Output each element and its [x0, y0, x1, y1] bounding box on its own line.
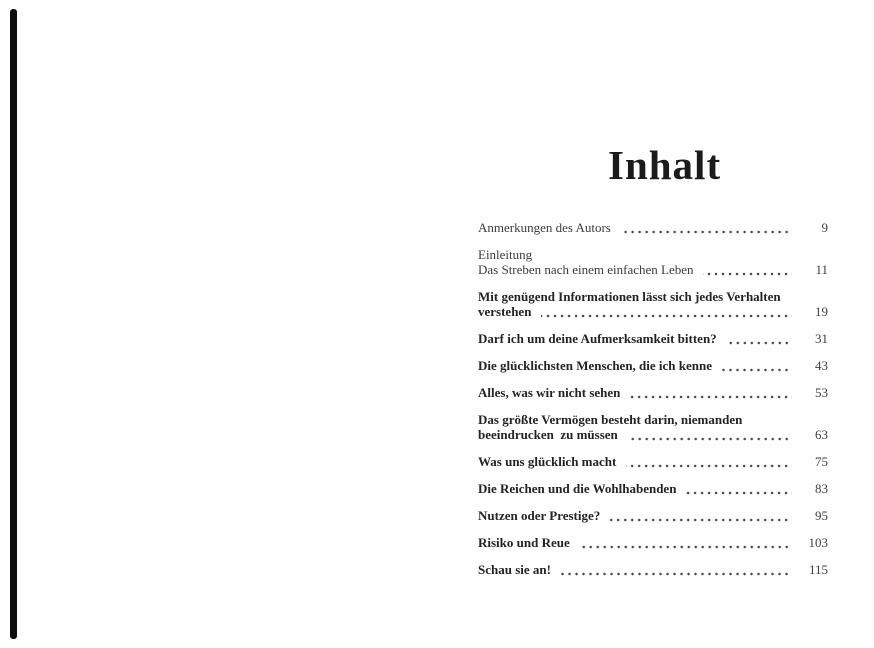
toc-entry: [478, 289, 828, 319]
toc-entry-title: Die Reichen und die Wohlhabenden: [478, 481, 677, 496]
book-spine-shadow: [10, 9, 17, 639]
page-number: 53: [815, 385, 828, 400]
toc-entry-continuation: verstehen: [478, 304, 532, 319]
toc-entry: [478, 481, 828, 496]
toc-entry-title: Was uns glücklich macht: [478, 454, 617, 469]
toc-entry-title: Schau sie an!: [478, 562, 551, 577]
dot-leader: [621, 220, 792, 235]
page-number: 31: [815, 331, 828, 346]
toc-entry: [478, 331, 828, 346]
dot-leader: [610, 508, 792, 523]
toc-entry-title: Anmerkungen des Autors: [478, 220, 611, 235]
toc-entry: [478, 508, 828, 523]
dot-leader: [722, 358, 792, 373]
table-of-contents: [478, 220, 828, 589]
page-number: 95: [815, 508, 828, 523]
page-number: 63: [815, 427, 828, 442]
toc-entry-continuation: beeindrucken zu müssen: [478, 427, 618, 442]
page-number: 115: [808, 562, 828, 577]
toc-entry-title: Die glücklichsten Menschen, die ich kenne: [478, 358, 713, 373]
page-number: 43: [815, 358, 828, 373]
dot-leader: [686, 481, 792, 496]
dot-leader: [580, 535, 792, 550]
dot-leader: [626, 454, 792, 469]
toc-entry-title: Mit genügend Informationen lässt sich jedes Verhalten: [478, 289, 781, 304]
toc-entry: [478, 454, 828, 469]
toc-entry-title: Einleitung: [478, 247, 533, 262]
toc-entry: [478, 562, 828, 577]
toc-entry-subtitle: Das Streben nach einem einfachen Leben: [478, 262, 694, 277]
toc-entry: [478, 358, 828, 373]
page-number: 75: [815, 454, 828, 469]
dot-leader: [703, 262, 792, 277]
toc-entry-title: Risiko und Reue: [478, 535, 570, 550]
page-number: 19: [815, 304, 828, 319]
page-number: 11: [815, 262, 828, 277]
toc-entry-title: Darf ich um deine Aufmerksamkeit bitten?: [478, 331, 717, 346]
toc-entry-title: Das größte Vermögen besteht darin, niemanden: [478, 412, 743, 427]
toc-entry: [478, 385, 828, 400]
toc-entry: [478, 247, 828, 277]
dot-leader: [561, 562, 792, 577]
dot-leader: [727, 331, 792, 346]
dot-leader: [630, 385, 792, 400]
page-number: 103: [808, 535, 828, 550]
dot-leader: [541, 304, 792, 319]
toc-entry-title: Alles, was wir nicht sehen: [478, 385, 621, 400]
page-number: 83: [815, 481, 828, 496]
page-number: 9: [821, 220, 828, 235]
contents-title: Inhalt: [608, 142, 722, 189]
toc-entry: [478, 220, 828, 235]
toc-entry: [478, 412, 828, 442]
toc-entry-title: Nutzen oder Prestige?: [478, 508, 601, 523]
dot-leader: [628, 427, 792, 442]
toc-entry: [478, 535, 828, 550]
